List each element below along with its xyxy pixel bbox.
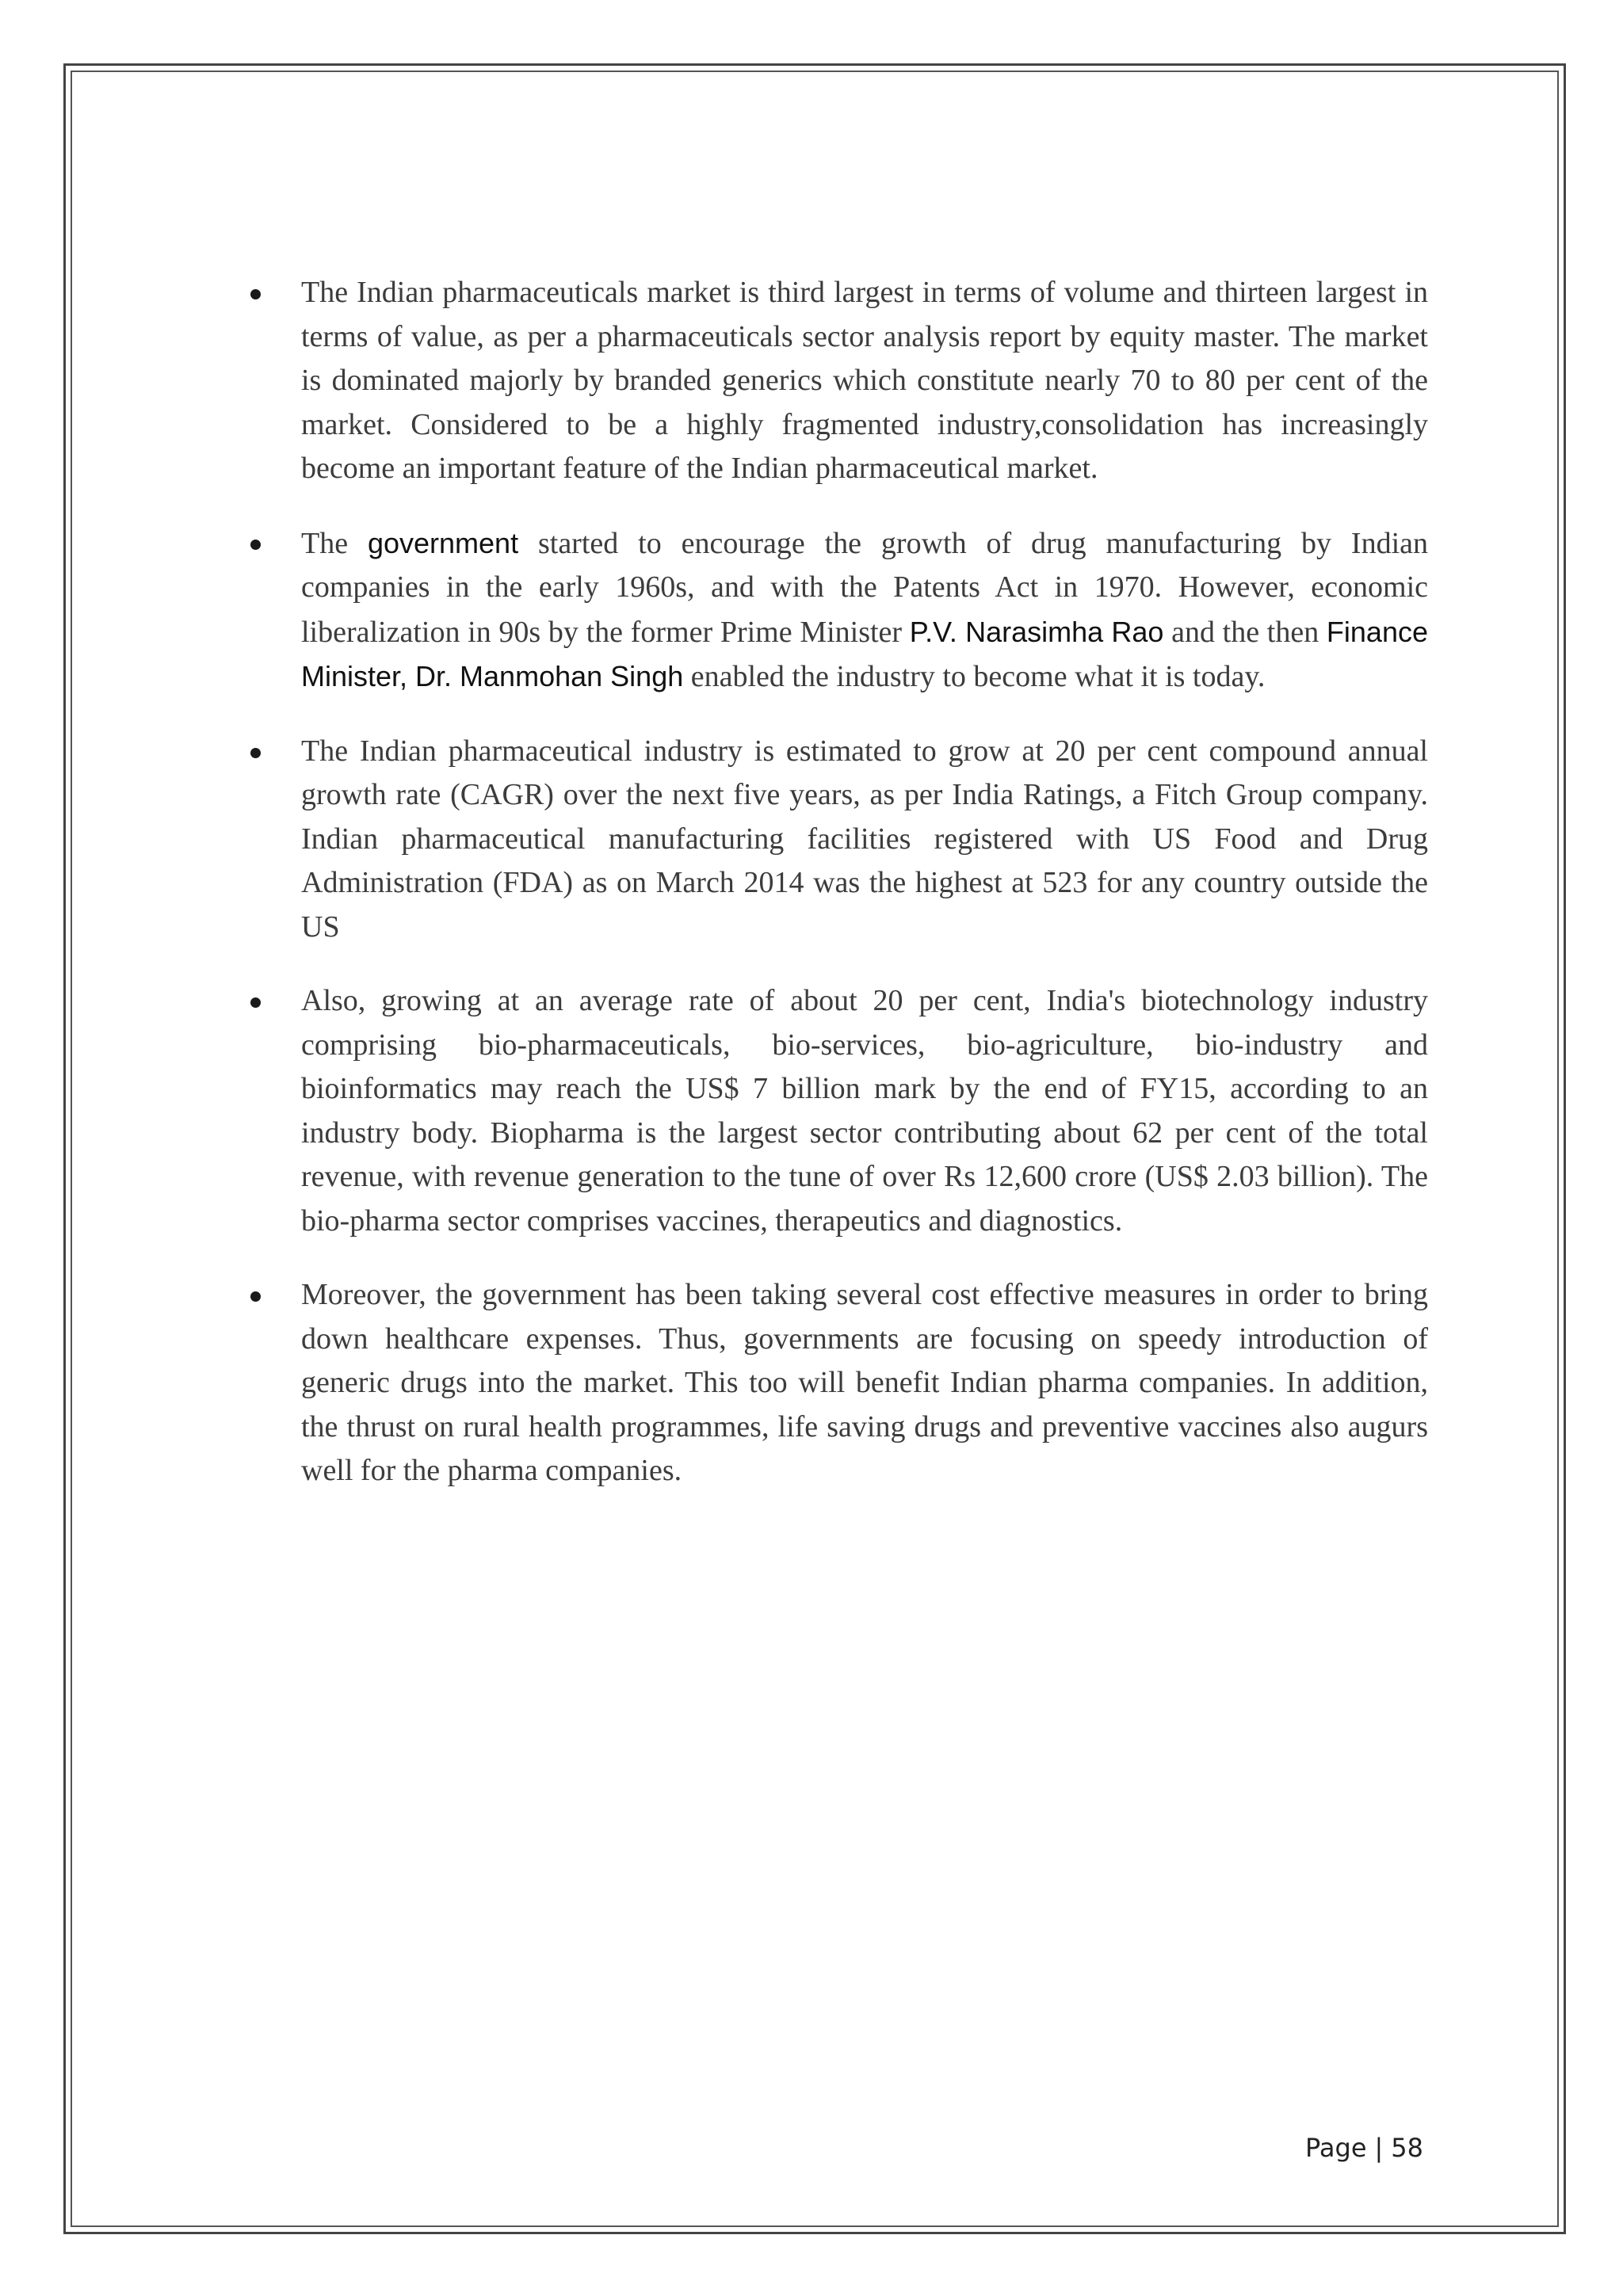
page-footer: [1305, 2133, 1423, 2163]
bullet-list: [246, 271, 1428, 1493]
bullet-text: The Indian pharmaceuticals market is third largest in terms of volume and thirteen largest in terms of value, as per a pharmaceuticals sector analysis report by equity master. The market is dominated majorly by branded generics which constitute nearly 70 to 80 per cent of the market. Considered to be a highly fragmented industry,consolidation has increasingly become an important feature of the Indian pharmaceutical market.: [301, 276, 1428, 485]
bullet-text: enabled the industry to become what it is today.: [683, 660, 1266, 693]
bullet-text: The Indian pharmaceutical industry is estimated to grow at 20 per cent compound annual growth rate (CAGR) over the next five years, as per India Ratings, a Fitch Group company. Indian pharmaceutical manufacturing facilities registered with US Food and Drug Administration (FDA) as on March 2014 was the highest at 523 for any country outside the US: [301, 734, 1428, 944]
bullet-text: ,: [399, 660, 416, 692]
link-government[interactable]: government: [367, 526, 519, 559]
link-pv-narasimha-rao[interactable]: P.V. Narasimha Rao: [909, 615, 1164, 648]
bullet-text: Also, growing at an average rate of about 20 per cent, India's biotechnology industry comprising bio-pharmaceuticals, bio-services, bio-agriculture, bio-industry and bioinformatics may reach the US$ 7 billion mark by the end of FY15, according to an industry body. Biopharma is the largest sector contributing about 62 per cent of the total revenue, with revenue generation to the tune of over Rs 12,600 crore (US$ 2.03 billion). The bio-pharma sector comprises vaccines, therapeutics and diagnostics.: [301, 984, 1428, 1238]
bullet-item-3: [246, 730, 1428, 950]
bullet-icon: [250, 997, 261, 1008]
page-label: Page: [1305, 2133, 1367, 2163]
page-separator: |: [1374, 2133, 1384, 2163]
bullet-item-4: [246, 979, 1428, 1243]
bullet-text: The: [301, 526, 368, 560]
page-number: 58: [1391, 2133, 1423, 2163]
bullet-icon: [250, 1291, 261, 1302]
link-finance-minister[interactable]: Finance Minister: [301, 615, 1428, 692]
bullet-item-2: [246, 521, 1428, 700]
bullet-icon: [250, 748, 261, 758]
link-manmohan-singh[interactable]: Dr. Manmohan Singh: [415, 660, 684, 692]
document-body: [246, 271, 1428, 1524]
bullet-text: Moreover, the government has been taking several cost effective measures in order to bring down healthcare expenses. Thus, governments are focusing on speedy introduction of generic drugs into the market. This too will benefit Indian pharma companies. In addition, the thrust on rural health programmes, life saving drugs and preventive vaccines also augurs well for the pharma companies.: [301, 1278, 1428, 1487]
bullet-item-1: [246, 271, 1428, 491]
bullet-text: started to encourage the growth of drug manufacturing by Indian companies in the early 1960s, and with the Patents Act in 1970. However, economic liberalization in 90s by the former Prime Minister: [301, 526, 1428, 649]
bullet-icon: [250, 540, 261, 550]
bullet-icon: [250, 289, 261, 299]
bullet-item-5: [246, 1273, 1428, 1493]
bullet-text: and the then: [1163, 615, 1327, 649]
